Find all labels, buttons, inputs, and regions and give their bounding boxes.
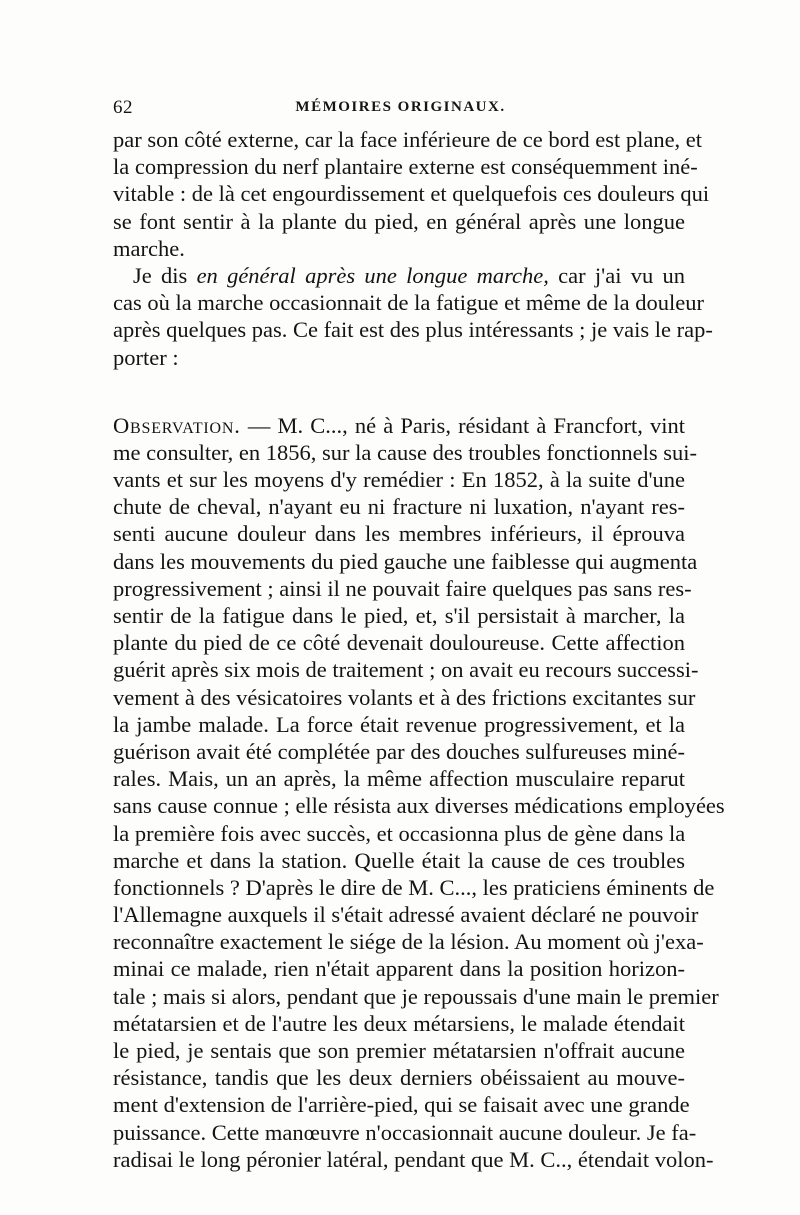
text-run: car j'ai vu un — [548, 262, 686, 288]
text-line: vants et sur les moyens d'y remédier : En 1852, à la suite d'une — [113, 467, 685, 493]
text-line: la jambe malade. La force était revenue progressivement, et la — [113, 711, 685, 737]
text-line: par son côté externe, car la face inférieure de ce bord est plane, et — [113, 127, 703, 152]
text-line: tale ; mais si alors, pendant que je repoussais d'une main le premier — [113, 983, 719, 1009]
text-run: — M. C..., né à Paris, résidant à Francfort, vint — [240, 412, 685, 438]
body-text — [113, 126, 725, 1173]
text-line: fonctionnels ? D'après le dire de M. C..., les praticiens éminents de — [113, 874, 715, 900]
text-line: progressivement ; ainsi il ne pouvait faire quelques pas sans res- — [113, 575, 692, 601]
text-line: sentir de la fatigue dans le pied, et, s'il persistait à marcher, la — [113, 603, 685, 628]
paragraph-1 — [113, 126, 710, 262]
text-line: plante du pied de ce côté devenait douloureuse. Cette affection — [113, 630, 685, 656]
text-line: le pied, je sentais que son premier métatarsien n'offrait aucune — [113, 1038, 685, 1063]
text-line: après quelques pas. Ce fait est des plus intéressants ; je vais le rap- — [113, 317, 713, 343]
text-line: puissance. Cette manœuvre n'occasionnait aucune douleur. Je fa- — [113, 1119, 697, 1145]
text-line: radisai le long péronier latéral, pendant que M. C.., étendait volon- — [113, 1146, 714, 1172]
text-line — [113, 262, 685, 289]
italic-phrase: en général après une longue marche, — [196, 262, 549, 288]
page-number: 62 — [113, 97, 133, 118]
section-gap — [113, 371, 685, 412]
text-line: la première fois avec succès, et occasionna plus de gène dans la — [113, 820, 686, 846]
running-head — [113, 97, 688, 123]
text-line: me consulter, en 1856, sur la cause des troubles fonctionnels sui- — [113, 439, 697, 465]
observation-heading: Observation. — [113, 412, 241, 438]
text-line: ment d'extension de l'arrière-pied, qui se faisait avec une grande — [113, 1092, 690, 1118]
text-line: métatarsien et de l'autre les deux métarsiens, le malade étendait — [113, 1010, 685, 1036]
text-line: l'Allemagne auxquels il s'était adressé avaient déclaré ne pouvoir — [113, 902, 699, 928]
running-title: MÉMOIRES ORIGINAUX. — [295, 99, 506, 115]
text-line: porter : — [113, 344, 179, 370]
text-line: marche. — [113, 235, 185, 261]
text-line: guérit après six mois de traitement ; on avait eu recours successi- — [113, 657, 699, 683]
text-line: la compression du nerf plantaire externe est conséquemment iné- — [113, 154, 698, 180]
text-line: se font sentir à la plante du pied, en général après une longue — [113, 208, 685, 234]
text-line — [113, 412, 685, 439]
paragraph-2 — [113, 262, 713, 371]
text-line: sans cause connue ; elle résista aux diverses médications employées — [113, 793, 725, 819]
text-line: minai ce malade, rien n'était apparent dans la position horizon- — [113, 956, 685, 982]
text-line: guérison avait été complétée par des douches sulfureuses miné- — [113, 738, 685, 764]
text-line: reconnaître exactement le siége de la lésion. Au moment où j'exa- — [113, 929, 704, 955]
text-line: vement à des vésicatoires volants et à des frictions excitantes sur — [113, 684, 696, 710]
observation-paragraph — [113, 412, 725, 1173]
text-line: dans les mouvements du pied gauche une faiblesse qui augmenta — [113, 548, 698, 574]
text-line: résistance, tandis que les deux derniers obéissaient au mouve- — [113, 1065, 685, 1091]
text-run: Je dis — [133, 262, 197, 288]
text-line: chute de cheval, n'ayant eu ni fracture ni luxation, n'ayant res- — [113, 494, 685, 520]
text-line: vitable : de là cet engourdissement et quelquefois ces douleurs qui — [113, 181, 710, 207]
text-line: marche et dans la station. Quelle était la cause de ces troubles — [113, 847, 685, 873]
text-line: rales. Mais, un an après, la même affection musculaire reparut — [113, 766, 685, 792]
text-line: senti aucune douleur dans les membres inférieurs, il éprouva — [113, 521, 685, 547]
text-line: cas où la marche occasionnait de la fatigue et même de la douleur — [113, 290, 704, 316]
